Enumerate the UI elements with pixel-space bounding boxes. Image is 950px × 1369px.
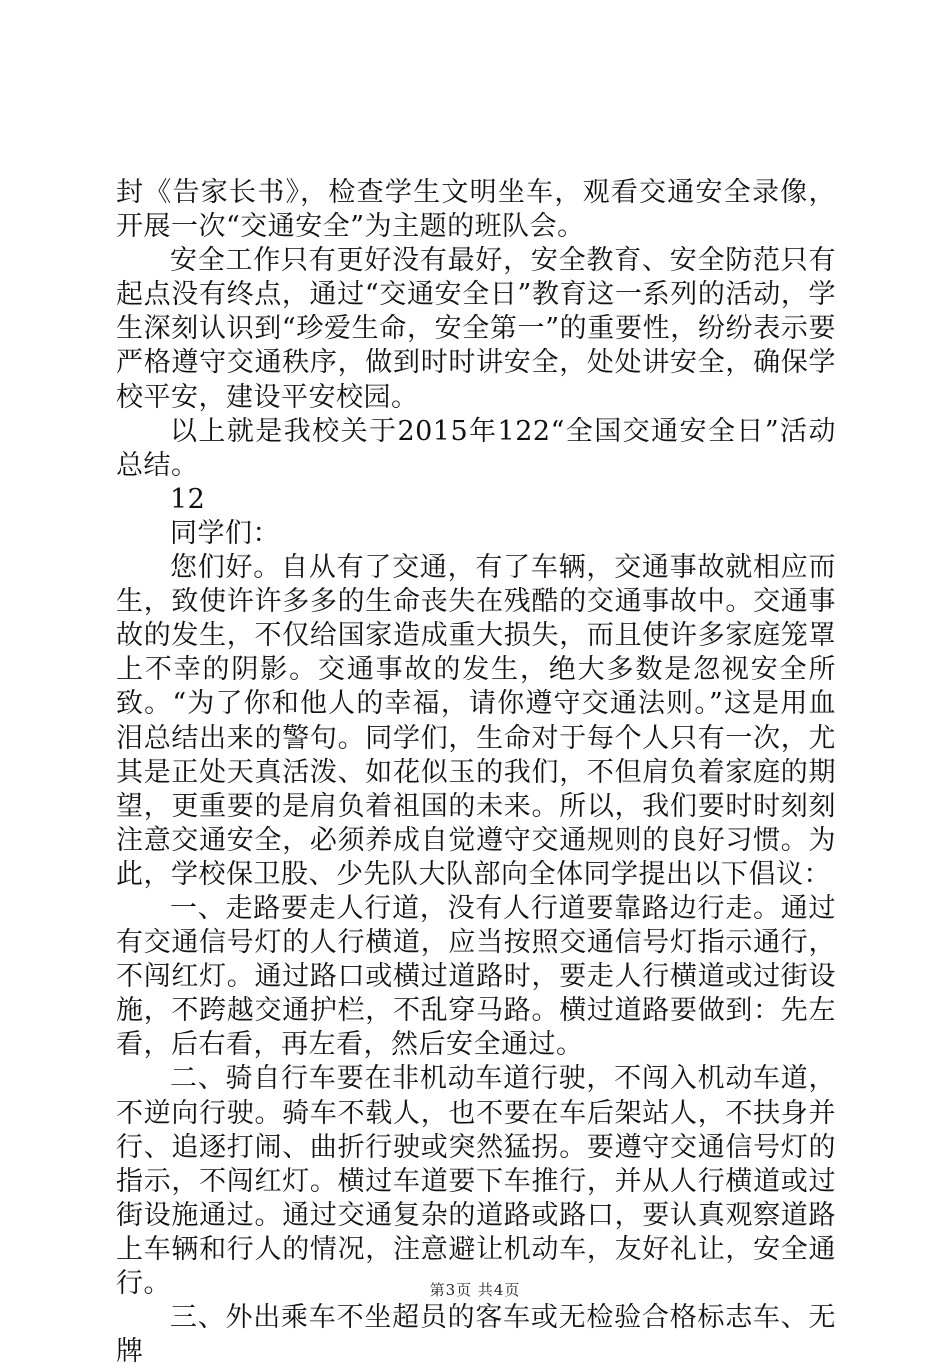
paragraph-safety-work: 安全工作只有更好没有最好，安全教育、安全防范只有起点没有终点，通过“交通安全日”教育这一系列的活动，学生深刻认识到“珍爱生命，安全第一”的重要性，纷纷表示要严格遵守交通秩序，做到时时讲安全，处处讲安全，确保学校平安，建设平安校园。 bbox=[116, 245, 836, 413]
page-footer: 第3页 共4页 bbox=[429, 1281, 521, 1299]
paragraph-rule-cycling: 二、骑自行车要在非机动车道行驶，不闯入机动车道，不逆向行驶。骑车不载人，也不要在车后架站人，不扶身并行、追逐打闹、曲折行驶或突然猛拐。要遵守交通信号灯的指示，不闯红灯。横过车道要下车推行，并从人行横道或过街设施通过。通过交通复杂的道路或路口，要认真观察道路上车辆和行人的情况，注意避让机动车，友好礼让，安全通行。 bbox=[116, 1063, 836, 1299]
paragraph-rule-walking: 一、走路要走人行道，没有人行道要靠路边行走。通过有交通信号灯的人行横道，应当按照交通信号灯指示通行，不闯红灯。通过路口或横过道路时，要走人行横道或过街设施，不跨越交通护栏，不乱穿马路。横过道路要做到：先左看，后右看，再左看，然后安全通过。 bbox=[116, 892, 836, 1061]
paragraph-rule-riding: 三、外出乘车不坐超员的客车或无检验合格标志车、无牌 bbox=[116, 1302, 836, 1368]
paragraph-intro: 您们好。自从有了交通，有了车辆，交通事故就相应而生，致使许许多多的生命丧失在残酷的交通事故中。交通事故的发生，不仅给国家造成重大损失，而且使许多家庭笼罩上不幸的阴影。交通事故的发生，绝大多数是忽视安全所致。“为了你和他人的幸福，请你遵守交通法则。”这是用血泪总结出来的警句。同学们，生命对于每个人只有一次，尤其是正处天真活泼、如花似玉的我们，不但肩负着家庭的期望，更重要的是肩负着祖国的未来。所以，我们要时时刻刻注意交通安全，必须养成自觉遵守交通规则的良好习惯。为此，学校保卫股、少先队大队部向全体同学提出以下倡议： bbox=[116, 552, 836, 890]
paragraph-greeting: 同学们： bbox=[170, 517, 280, 549]
paragraph-summary-end: 以上就是我校关于2015年122“全国交通安全日”活动总结。 bbox=[116, 415, 836, 481]
paragraph-continuation: 封《告家长书》，检查学生文明坐车，观看交通安全录像，开展一次“交通安全”为主题的班队会。 bbox=[116, 177, 836, 243]
section-number: 12 bbox=[170, 483, 206, 515]
document-body bbox=[116, 176, 836, 1369]
